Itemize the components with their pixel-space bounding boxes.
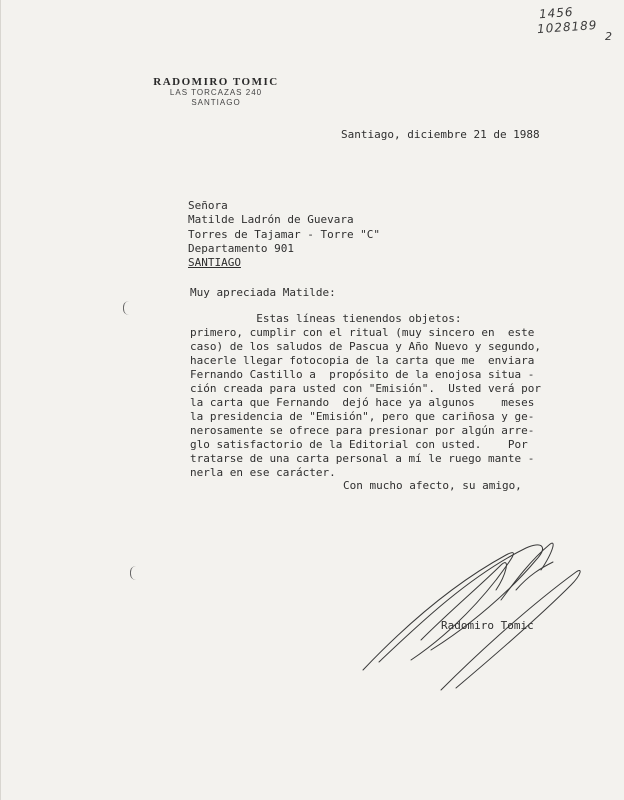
- body-line: Fernando Castillo a propósito de la enojosa situa -: [190, 368, 535, 381]
- recipient-city: SANTIAGO: [188, 256, 241, 269]
- handwritten-signature: [1, 0, 624, 800]
- letterhead-name: RADOMIRO TOMIC: [153, 76, 279, 88]
- body-line: caso) de los saludos de Pascua y Año Nuevo y segundo,: [190, 340, 541, 353]
- archive-number-bottom: 1028189: [536, 17, 598, 37]
- archive-number-top: 1456: [538, 4, 574, 22]
- closing: Con mucho afecto, su amigo,: [343, 479, 522, 492]
- letter-date: Santiago, diciembre 21 de 1988: [341, 128, 540, 141]
- signer-name: Radomiro Tomic: [441, 619, 534, 632]
- body-line: la presidencia de "Emisión", pero que cariñosa y ge-: [190, 410, 535, 423]
- body-line: nerla en ese carácter.: [190, 466, 336, 479]
- body-line: Estas líneas tienendos objetos:: [190, 312, 462, 325]
- body-line: tratarse de una carta personal a mí le ruego mante -: [190, 452, 535, 465]
- letterhead-city: SANTIAGO: [191, 98, 241, 107]
- body-line: la carta que Fernando dejó hace ya algunos meses: [190, 396, 535, 409]
- body-line: hacerle llegar fotocopia de la carta que me enviara: [190, 354, 535, 367]
- recipient-line: Departamento 901: [188, 242, 294, 255]
- body-line: ción creada para usted con "Emisión". Usted verá por: [190, 382, 541, 395]
- page-number: 2: [605, 30, 612, 43]
- body-line: primero, cumplir con el ritual (muy sincero en este: [190, 326, 535, 339]
- recipient-line: Torres de Tajamar - Torre "C": [188, 228, 381, 241]
- recipient-line: Señora: [188, 199, 228, 212]
- body-line: glo satisfactorio de la Editorial con usted. Por: [190, 438, 528, 451]
- letterhead-street: LAS TORCAZAS 240: [169, 88, 263, 97]
- recipient-line: Matilde Ladrón de Guevara: [188, 213, 354, 226]
- salutation: Muy apreciada Matilde:: [190, 286, 336, 299]
- body-line: nerosamente se ofrece para presionar por algún arre-: [190, 424, 535, 437]
